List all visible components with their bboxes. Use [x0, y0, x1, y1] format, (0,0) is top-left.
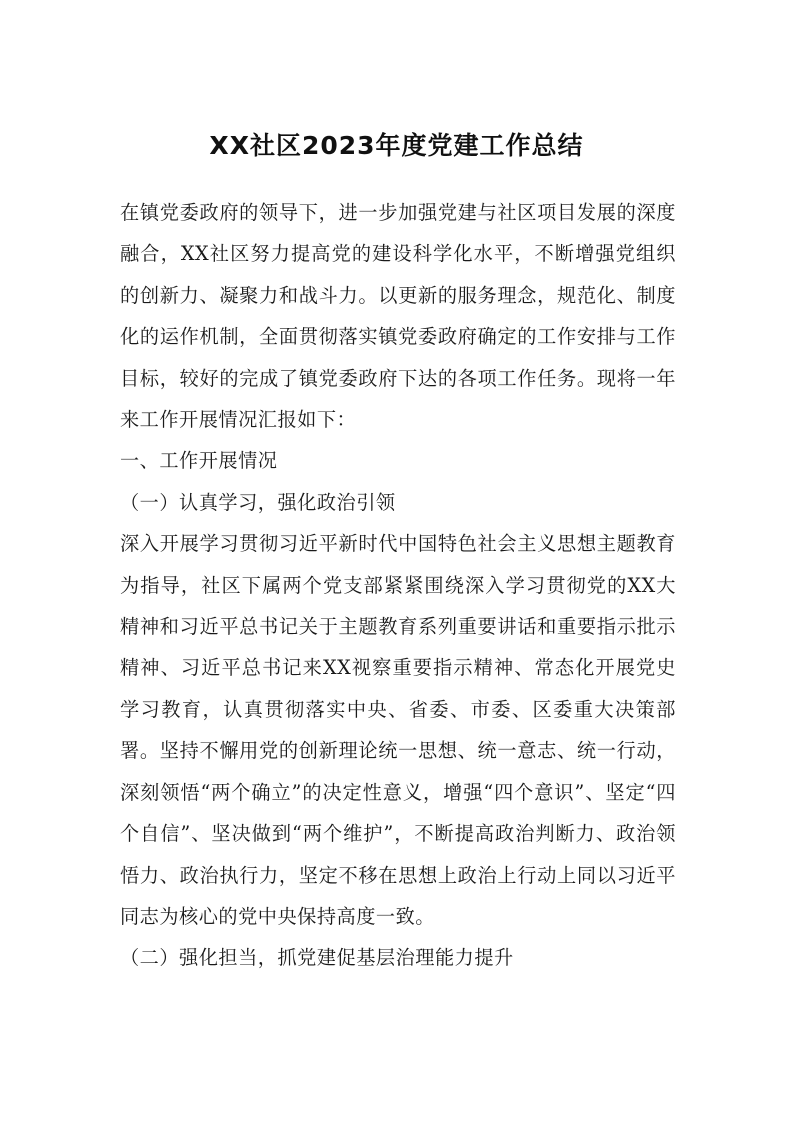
subsection-heading-study: （一）认真学习，强化政治引领: [120, 490, 396, 514]
document-title: XX社区2023年度党建工作总结: [209, 131, 584, 160]
section-heading-work-status: 一、工作开展情况: [120, 449, 278, 473]
subsection-heading-responsibility: （二）强化担当，抓党建促基层治理能力提升: [120, 946, 514, 970]
document-body: [120, 192, 676, 979]
study-paragraph: 深入开展学习贯彻习近平新时代中国特色社会主义思想主题教育为指导，社区下属两个党支部紧紧围绕深入学习贯彻党的XX大精神和习近平总书记关于主题教育系列重要讲话和重要指示批示精神、习近平总书记来XX视察重要指示精神、常态化开展党史学习教育，认真贯彻落实中央、省委、市委、区委重大决策部署。坚持不懈用党的创新理论统一思想、统一意志、统一行动，深刻领悟“两个确立”的决定性意义，增强“四个意识”、坚定“四个自信”、坚决做到“两个维护”，不断提高政治判断力、政治领悟力、政治执行力，坚定不移在思想上政治上行动上同以习近平同志为核心的党中央保持高度一致。: [120, 532, 676, 928]
intro-paragraph: 在镇党委政府的领导下，进一步加强党建与社区项目发展的深度融合，XX社区努力提高党的建设科学化水平，不断增强党组织的创新力、凝聚力和战斗力。以更新的服务理念，规范化、制度化的运作机制，全面贯彻落实镇党委政府确定的工作安排与工作目标，较好的完成了镇党委政府下达的各项工作任务。现将一年来工作开展情况汇报如下：: [120, 201, 676, 432]
